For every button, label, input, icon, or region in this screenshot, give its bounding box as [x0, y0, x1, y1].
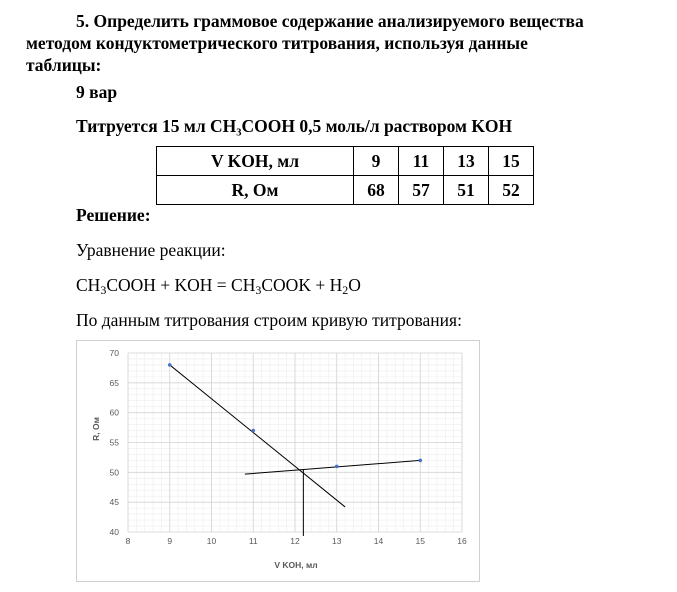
x-tick-label: 15 [415, 536, 425, 546]
data-point [335, 465, 339, 469]
solution-label: Решение: [76, 205, 151, 225]
titration-text: Титруется 15 мл CH₃COOH 0,5 моль/л раствором KOH [76, 116, 513, 136]
eq-part: COOH + KOH = CH [106, 275, 256, 295]
y-axis-label: R, Ом [91, 417, 101, 441]
eq-subscript: 3 [100, 283, 107, 297]
chart-grid [128, 353, 462, 532]
x-tick-label: 8 [125, 536, 131, 546]
y-tick-label: 55 [109, 437, 119, 448]
eq-subscript: 2 [342, 283, 349, 297]
equation-label: Уравнение реакции: [76, 240, 226, 260]
table-cell: 9 [354, 147, 399, 176]
y-tick-label: 65 [109, 377, 119, 388]
eq-part: O [348, 275, 361, 295]
task-line-2: методом кондуктометрического титрования, используя данные [26, 33, 528, 53]
x-tick-label: 10 [206, 536, 217, 546]
table-row [157, 147, 534, 176]
table-row [157, 176, 534, 205]
eq-subscript: 3 [255, 283, 262, 297]
chart-svg [77, 341, 479, 581]
table-cell: 52 [489, 176, 534, 205]
reaction-equation [76, 275, 361, 298]
table-header-resistance: R, Ом [157, 176, 354, 205]
table-cell: 57 [399, 176, 444, 205]
task-line-1: 5. Определить граммовое содержание анализируемого вещества [76, 11, 584, 31]
y-tick-label: 70 [109, 348, 119, 358]
task-line-3: таблицы: [26, 55, 102, 75]
data-table [156, 146, 534, 205]
table-header-volume: V KOH, мл [157, 147, 354, 176]
table-cell: 68 [354, 176, 399, 205]
data-point [418, 459, 422, 463]
table-cell: 13 [444, 147, 489, 176]
eq-part: CH [76, 275, 101, 295]
y-tick-label: 40 [109, 527, 119, 537]
build-curve-text: По данным титрования строим кривую титрования: [76, 310, 462, 330]
x-tick-label: 11 [248, 536, 258, 546]
table-cell: 51 [444, 176, 489, 205]
trend-line [170, 365, 345, 507]
y-tick-label: 45 [109, 497, 119, 508]
table-cell: 15 [489, 147, 534, 176]
y-tick-label: 60 [109, 407, 119, 418]
task-statement [26, 10, 656, 76]
data-point [168, 363, 172, 367]
x-axis-label: V KOH, мл [274, 560, 318, 570]
x-tick-label: 9 [167, 536, 173, 546]
x-tick-label: 12 [290, 536, 300, 546]
x-tick-label: 13 [332, 536, 342, 546]
table-cell: 11 [399, 147, 444, 176]
variant-label: 9 вар [76, 82, 118, 102]
x-tick-label: 14 [373, 536, 384, 546]
data-point [251, 429, 255, 433]
eq-part: COOK + H [261, 275, 343, 295]
titration-chart [76, 340, 480, 582]
chart-ticks [110, 348, 467, 546]
y-tick-label: 50 [109, 467, 119, 478]
x-tick-label: 16 [457, 536, 467, 546]
